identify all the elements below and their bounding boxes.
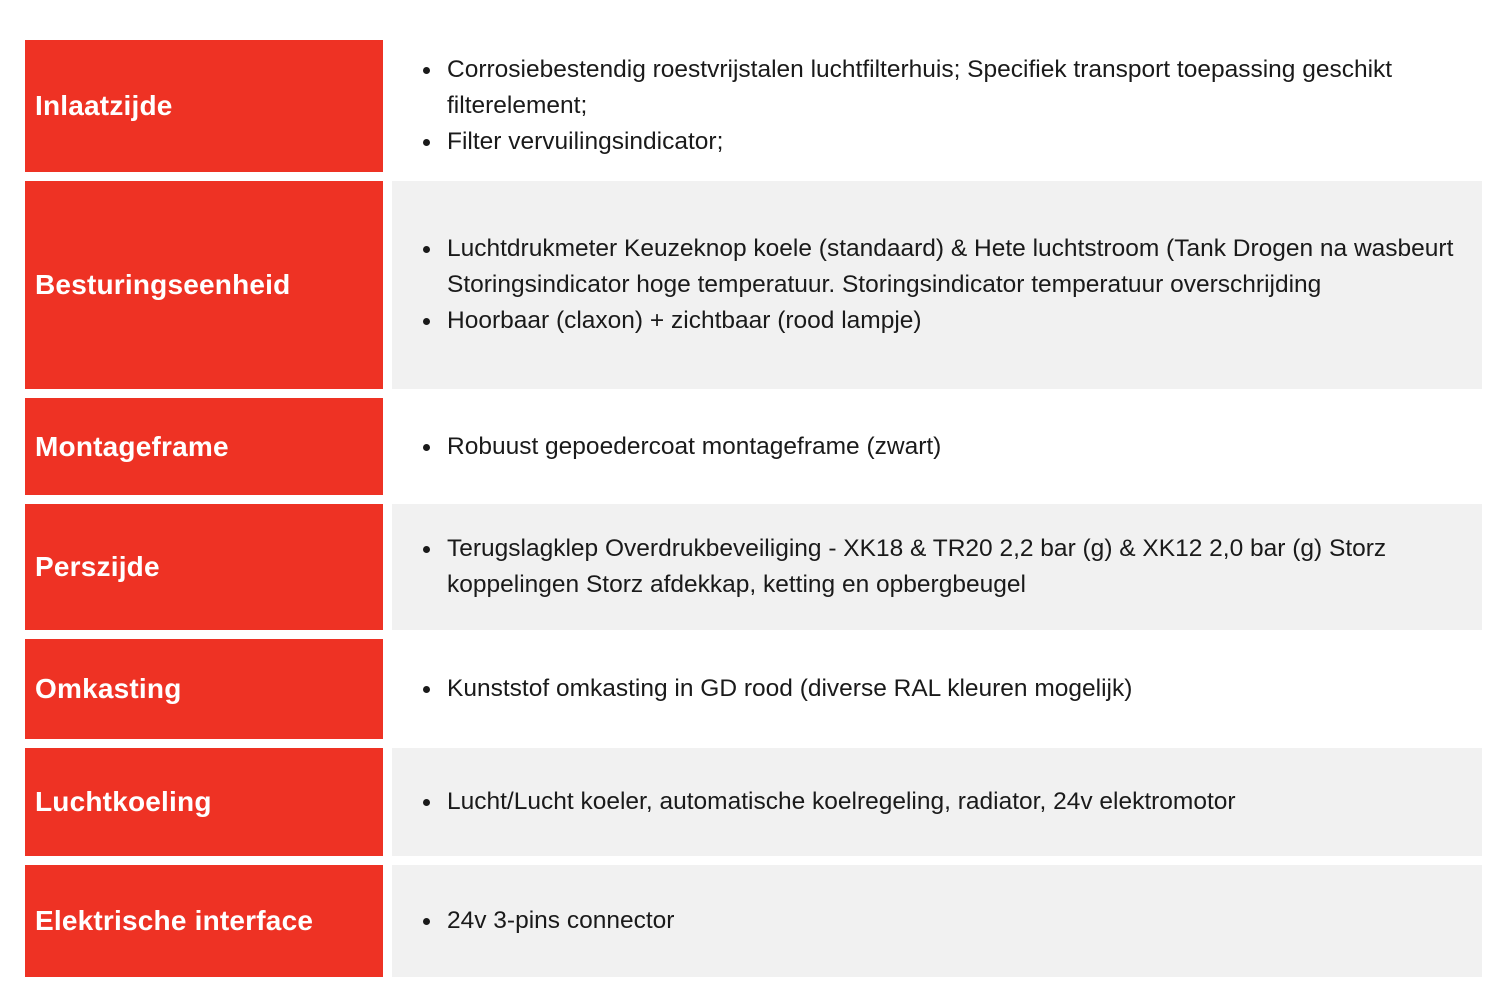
bullet-list bbox=[422, 903, 674, 939]
row-label: Omkasting bbox=[25, 639, 383, 739]
bullet-item: Terugslagklep Overdrukbeveiliging - XK18 & TR20 2,2 bar (g) & XK12 2,0 bar (g) Storz koppelingen Storz afdekkap, ketting en opbergbeugel bbox=[422, 531, 1462, 603]
row-label: Luchtkoeling bbox=[25, 748, 383, 856]
row-content bbox=[392, 398, 1482, 495]
row-content bbox=[392, 504, 1482, 630]
row-content bbox=[392, 639, 1482, 739]
bullet-item: Lucht/Lucht koeler, automatische koelregeling, radiator, 24v elektromotor bbox=[422, 784, 1236, 820]
bullet-item: Robuust gepoedercoat montageframe (zwart) bbox=[422, 429, 941, 465]
bullet-list bbox=[422, 531, 1462, 603]
bullet-item: Filter vervuilingsindicator; bbox=[422, 124, 1462, 160]
bullet-item: Luchtdrukmeter Keuzeknop koele (standaard) & Hete luchtstroom (Tank Drogen na wasbeurt Storingsindicator hoge temperatuur. Storingsindicator temperatuur overschrijding bbox=[422, 231, 1462, 303]
bullet-list bbox=[422, 671, 1132, 707]
spec-row-montageframe bbox=[25, 398, 1482, 495]
spec-row-inlaatzijde bbox=[25, 40, 1482, 172]
bullet-list bbox=[422, 429, 941, 465]
bullet-list bbox=[422, 52, 1462, 160]
spec-row-elektrische-interface bbox=[25, 865, 1482, 977]
row-label: Inlaatzijde bbox=[25, 40, 383, 172]
spec-row-luchtkoeling bbox=[25, 748, 1482, 856]
row-content bbox=[392, 181, 1482, 389]
row-content bbox=[392, 865, 1482, 977]
row-label: Besturingseenheid bbox=[25, 181, 383, 389]
bullet-item: 24v 3-pins connector bbox=[422, 903, 674, 939]
bullet-item: Hoorbaar (claxon) + zichtbaar (rood lampje) bbox=[422, 303, 1462, 339]
row-label: Perszijde bbox=[25, 504, 383, 630]
bullet-item: Corrosiebestendig roestvrijstalen luchtfilterhuis; Specifiek transport toepassing geschikt filterelement; bbox=[422, 52, 1462, 124]
bullet-item: Kunststof omkasting in GD rood (diverse RAL kleuren mogelijk) bbox=[422, 671, 1132, 707]
row-content bbox=[392, 748, 1482, 856]
spec-row-perszijde bbox=[25, 504, 1482, 630]
bullet-list bbox=[422, 784, 1236, 820]
spec-row-omkasting bbox=[25, 639, 1482, 739]
spec-row-besturingseenheid bbox=[25, 181, 1482, 389]
bullet-list bbox=[422, 231, 1462, 339]
row-content bbox=[392, 40, 1482, 172]
row-label: Elektrische interface bbox=[25, 865, 383, 977]
row-label: Montageframe bbox=[25, 398, 383, 495]
